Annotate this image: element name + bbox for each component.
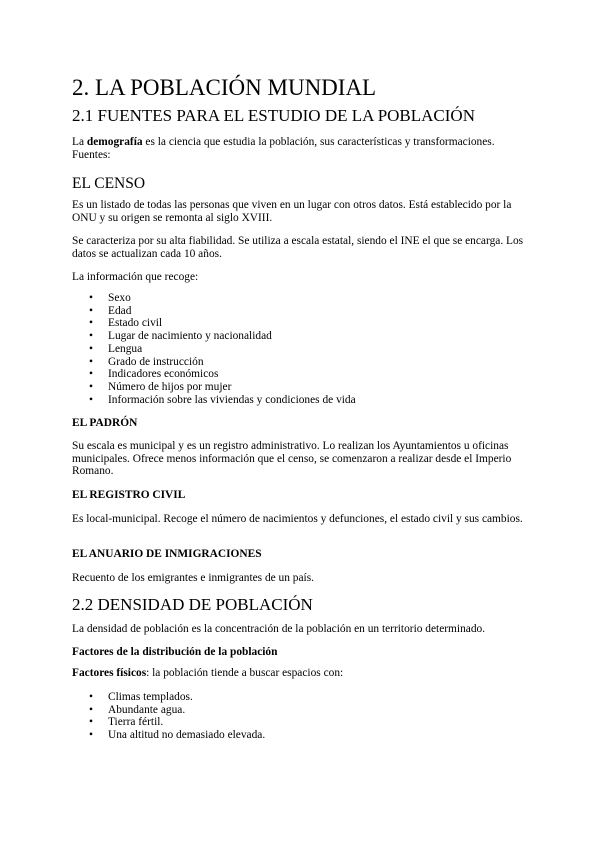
section1-heading: 2.1 FUENTES PARA EL ESTUDIO DE LA POBLACIÓN	[72, 106, 475, 125]
fuentes-label: Fuentes:	[72, 149, 111, 161]
fisicos-bold: Factores físicos	[72, 667, 147, 679]
padron-heading: EL PADRÓN	[72, 417, 138, 429]
registro-heading: EL REGISTRO CIVIL	[72, 489, 186, 501]
censo-p1: Es un listado de todas las personas que viven en un lugar con otros datos. Está establecido por la ONU y su origen se remonta al siglo XVIII.	[72, 199, 512, 224]
list-item: • Edad	[72, 305, 356, 318]
list-item: • Climas templados.	[72, 691, 265, 704]
anuario-heading: EL ANUARIO DE INMIGRACIONES	[72, 548, 262, 560]
list-item: • Estado civil	[72, 317, 356, 330]
fisicos-list	[72, 691, 265, 742]
intro-pre: La	[72, 136, 87, 148]
padron-paragraph: Su escala es municipal y es un registro administrativo. Lo realizan los Ayuntamientos u oficinas municipales. Ofrece menos información que el censo, se comenzaron a realizar desde el Imperio Romano.	[72, 440, 512, 478]
censo-list	[72, 292, 356, 406]
list-item: • Grado de instrucción	[72, 356, 356, 369]
list-item: • Lugar de nacimiento y nacionalidad	[72, 330, 356, 343]
list-item: • Una altitud no demasiado elevada.	[72, 729, 265, 742]
fisicos-rest: : la población tiende a buscar espacios con:	[146, 667, 344, 679]
anuario-paragraph: Recuento de los emigrantes e inmigrantes de un país.	[72, 572, 314, 584]
page-title: 2. LA POBLACIÓN MUNDIAL	[72, 75, 377, 100]
registro-paragraph: Es local-municipal. Recoge el número de nacimientos y defunciones, el estado civil y sus cambios.	[72, 513, 523, 525]
intro-bold: demografía	[86, 136, 143, 148]
intro-post: es la ciencia que estudia la población, sus características y transformaciones.	[142, 136, 495, 148]
section2-heading: 2.2 DENSIDAD DE POBLACIÓN	[72, 595, 313, 614]
list-item: • Tierra fértil.	[72, 716, 265, 729]
fisicos-paragraph	[72, 667, 528, 680]
list-item: • Lengua	[72, 343, 356, 356]
list-item: • Información sobre las viviendas y condiciones de vida	[72, 394, 356, 407]
censo-p3: La información que recoge:	[72, 271, 199, 283]
densidad-paragraph: La densidad de población es la concentración de la población en un territorio determinado.	[72, 623, 486, 635]
censo-p2: Se caracteriza por su alta fiabilidad. Se utiliza a escala estatal, siendo el INE el que se encarga. Los datos se actualizan cada 10 años.	[72, 235, 524, 260]
list-item: • Sexo	[72, 292, 356, 305]
intro-paragraph	[72, 136, 528, 149]
list-item: • Abundante agua.	[72, 704, 265, 717]
factores-heading: Factores de la distribución de la población	[72, 646, 278, 658]
censo-heading: EL CENSO	[72, 175, 146, 192]
list-item: • Indicadores económicos	[72, 368, 356, 381]
list-item: • Número de hijos por mujer	[72, 381, 356, 394]
